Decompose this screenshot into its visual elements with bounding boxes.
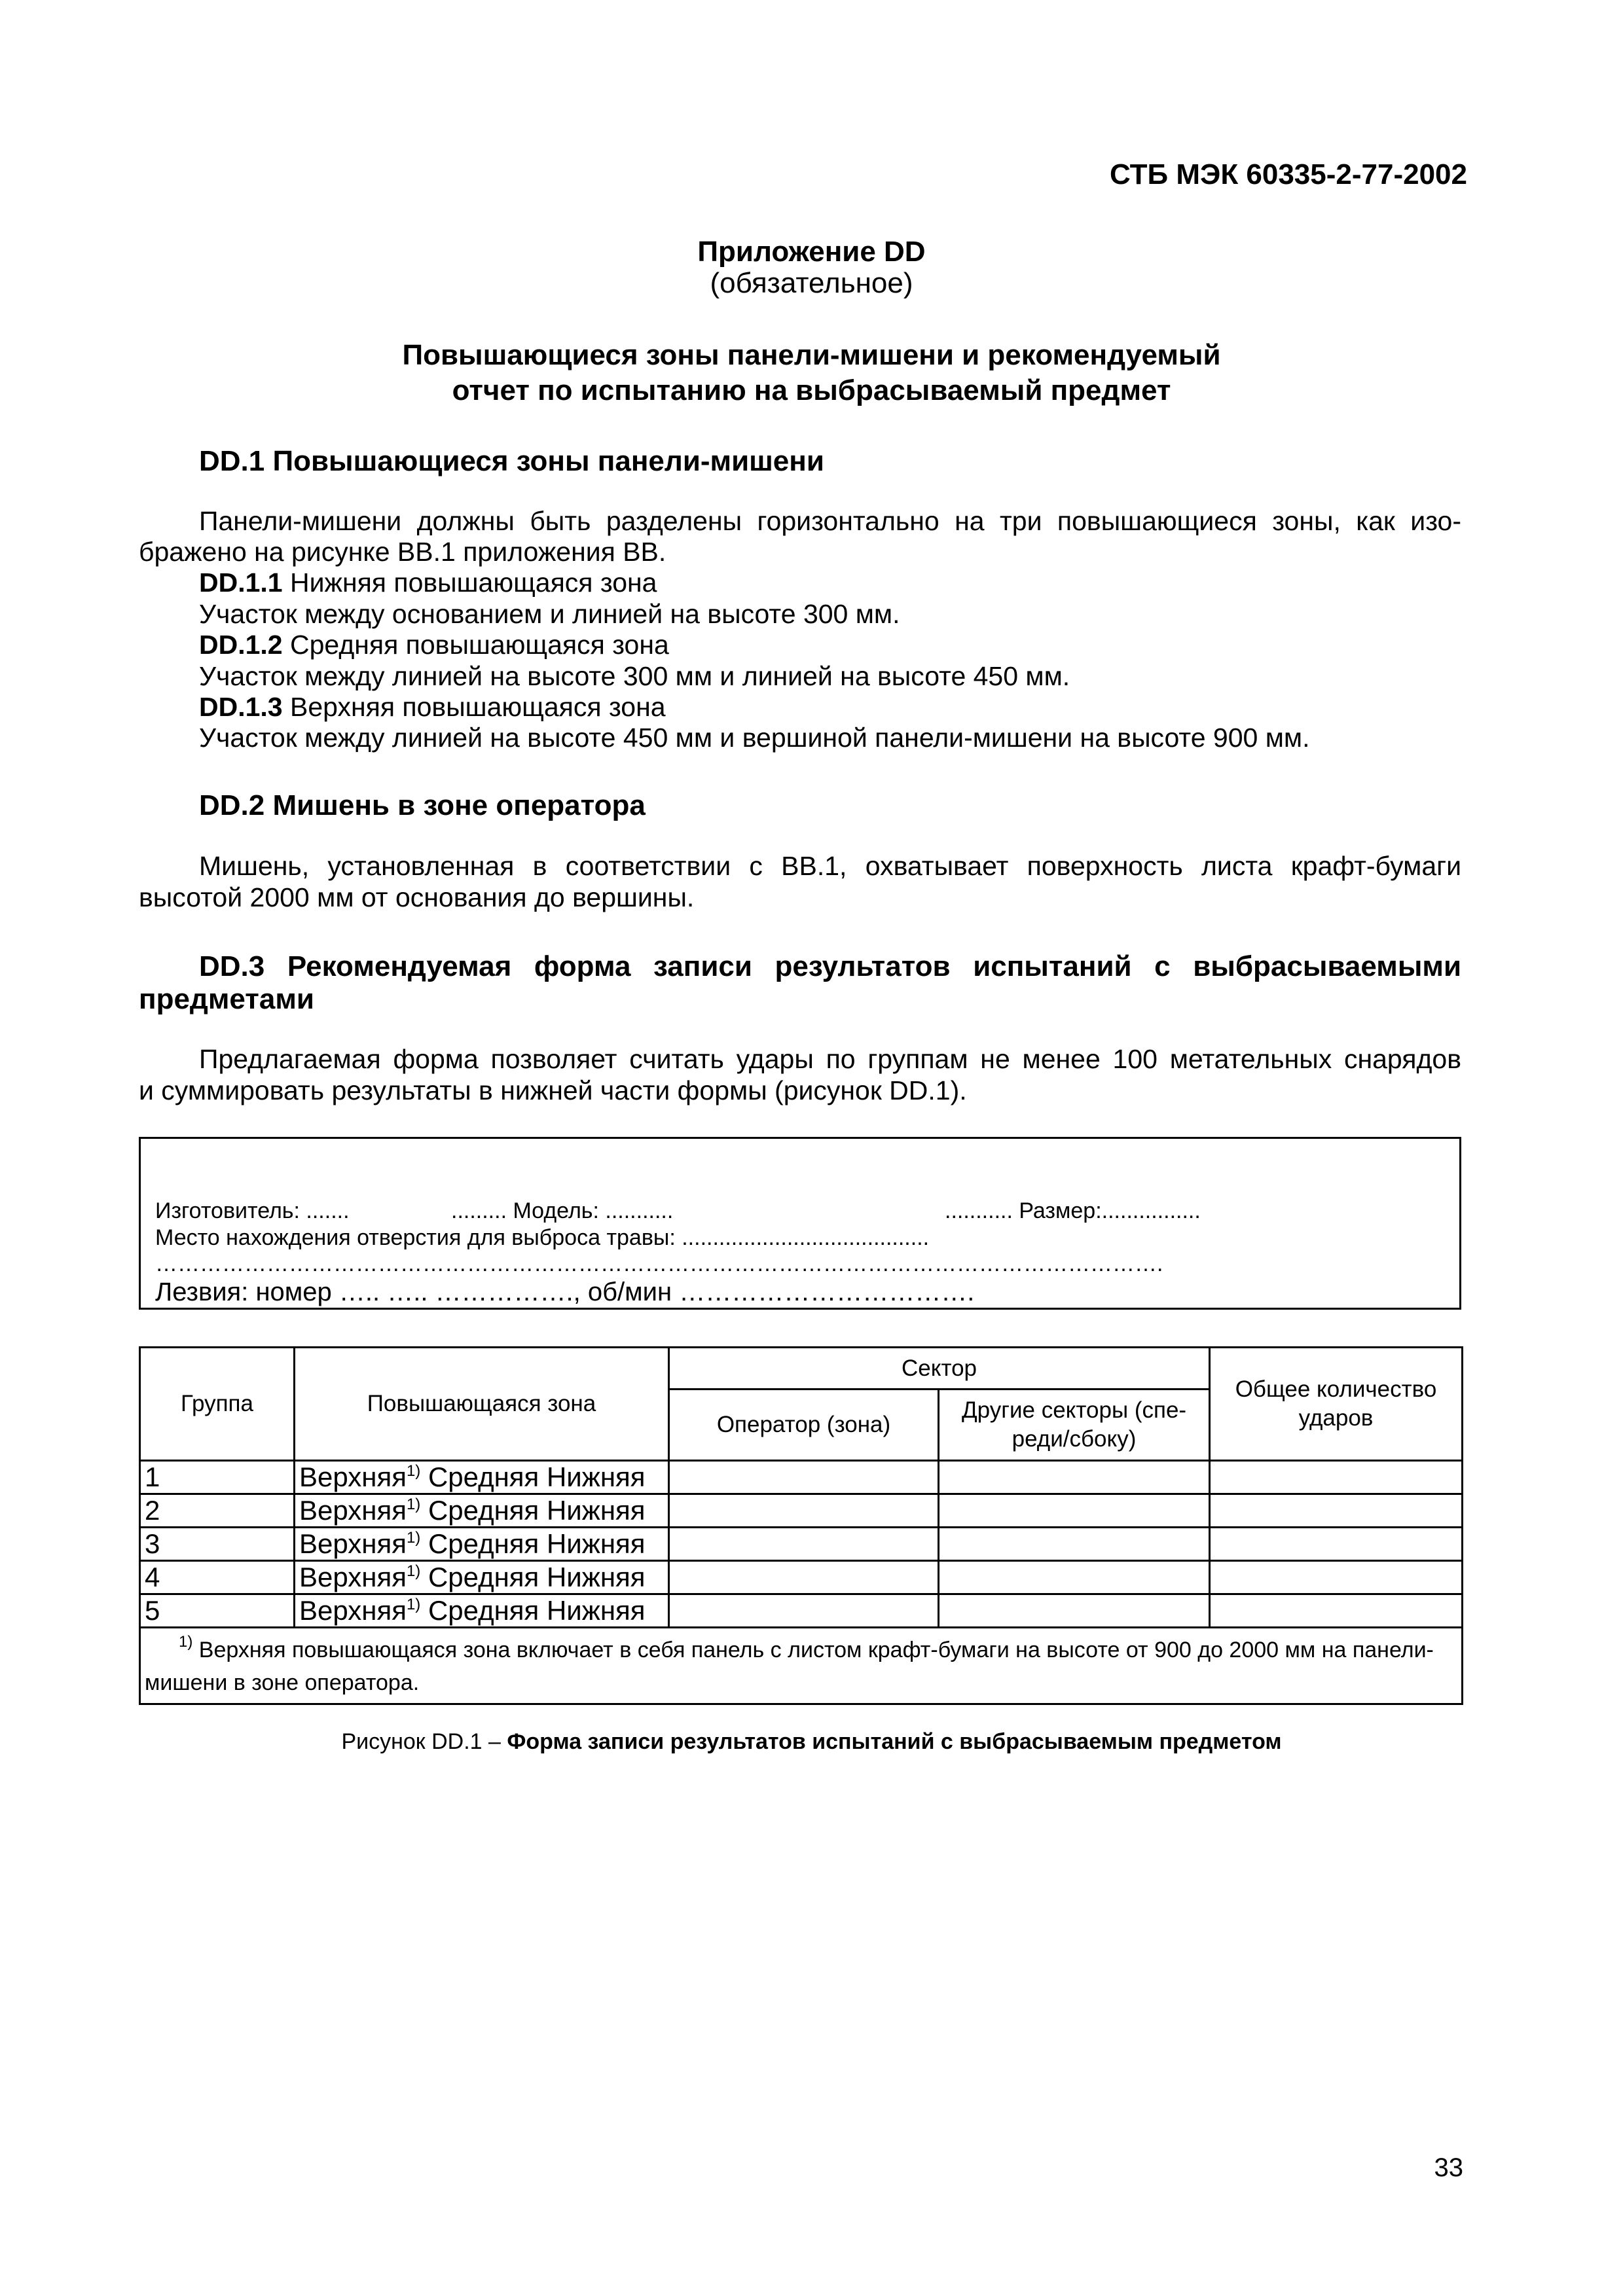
page-number: 33 xyxy=(1434,2153,1463,2182)
table-footnote xyxy=(140,1628,1463,1704)
size-field[interactable]: ........... Размер:................ xyxy=(945,1198,1201,1223)
section-dd1-heading: DD.1 Повышающиеся зоны панели-мишени xyxy=(199,445,824,477)
dd1-2-heading xyxy=(199,629,669,660)
blades-field[interactable]: Лезвия: номер ….. ….. ……………., об/мин ……………………………. xyxy=(155,1278,975,1306)
header-operator-zone: Оператор (зона) xyxy=(669,1390,939,1461)
header-group: Группа xyxy=(140,1348,295,1461)
total-cell[interactable] xyxy=(1210,1528,1463,1561)
dd1-3-number: DD.1.3 xyxy=(199,692,283,722)
dd1-1-text: Участок между основанием и линией на высоте 300 мм. xyxy=(199,599,900,629)
table-row xyxy=(140,1528,1463,1561)
annex-title: Приложение DD xyxy=(697,236,926,268)
dotted-fill-line: ………………………………………………………………………………………………………………………. xyxy=(155,1251,1163,1276)
table-row xyxy=(140,1461,1463,1494)
footnote-ref: 1) xyxy=(406,1496,421,1513)
dd2-paragraph-line2: высотой 2000 мм от основания до вершины. xyxy=(139,882,695,912)
zone-cell xyxy=(295,1594,669,1628)
other-sectors-cell[interactable] xyxy=(939,1528,1210,1561)
annex-heading-line1: Повышающиеся зоны панели-мишени и рекомендуемый xyxy=(402,339,1221,371)
caption-title: Форма записи результатов испытаний с выбрасываемым предметом xyxy=(507,1729,1282,1754)
zone-cell xyxy=(295,1461,669,1494)
group-cell: 1 xyxy=(140,1461,295,1494)
zone-rest: Средняя Нижняя xyxy=(420,1495,646,1526)
zone-rest: Средняя Нижняя xyxy=(420,1528,646,1559)
zone-rest: Средняя Нижняя xyxy=(420,1462,646,1492)
other-sectors-cell[interactable] xyxy=(939,1594,1210,1628)
dd1-3-heading xyxy=(199,691,666,723)
dd1-paragraph-line2: бражено на рисунке ВВ.1 приложения ВВ. xyxy=(139,537,666,567)
dd1-2-title: Средняя повышающаяся зона xyxy=(282,630,669,660)
dd2-paragraph-line1: Мишень, установленная в соответствии с ВВ.1, охватывает поверхность листа крафт-бумаги xyxy=(199,851,1461,881)
dd1-1-title: Нижняя повышающаяся зона xyxy=(282,567,657,598)
other-sectors-cell[interactable] xyxy=(939,1561,1210,1594)
standard-number: СТБ МЭК 60335-2-77-2002 xyxy=(1109,158,1467,190)
dd1-3-text: Участок между линией на высоте 450 мм и вершиной панели-мишени на высоте 900 мм. xyxy=(199,723,1310,753)
dd1-3-title: Верхняя повышающаяся зона xyxy=(282,692,666,722)
annex-status: (обязательное) xyxy=(710,267,913,299)
zone-cell xyxy=(295,1494,669,1528)
dd1-2-text: Участок между линией на высоте 300 мм и линией на высоте 450 мм. xyxy=(199,661,1070,691)
footnote-ref: 1) xyxy=(406,1596,421,1613)
zone-upper: Верхняя xyxy=(299,1595,407,1626)
table-row xyxy=(140,1494,1463,1528)
footnote-ref: 1) xyxy=(406,1529,421,1547)
section-dd3-heading-line2: предметами xyxy=(139,983,314,1015)
section-dd2-heading: DD.2 Мишень в зоне оператора xyxy=(199,789,646,821)
model-field[interactable]: ......... Модель: ........... xyxy=(451,1198,674,1223)
group-cell: 2 xyxy=(140,1494,295,1528)
zone-upper: Верхняя xyxy=(299,1462,407,1492)
footnote-ref: 1) xyxy=(406,1562,421,1580)
other-sectors-cell[interactable] xyxy=(939,1461,1210,1494)
total-cell[interactable] xyxy=(1210,1561,1463,1594)
other-sectors-cell[interactable] xyxy=(939,1494,1210,1528)
results-form-table xyxy=(139,1346,1463,1705)
group-cell: 5 xyxy=(140,1594,295,1628)
grass-outlet-location-field[interactable]: Место нахождения отверстия для выброса травы: ........................................ xyxy=(155,1225,930,1250)
footnote-text: Верхняя повышающаяся зона включает в себя панель с листом крафт-бумаги на высоте от 900 до 2000 мм на панели-мишени в зоне оператора. xyxy=(145,1638,1434,1695)
total-cell[interactable] xyxy=(1210,1494,1463,1528)
zone-cell xyxy=(295,1561,669,1594)
dd1-1-heading xyxy=(199,567,657,598)
dd1-1-number: DD.1.1 xyxy=(199,567,283,598)
dd3-paragraph-line1: Предлагаемая форма позволяет считать удары по группам не менее 100 метательных снарядов xyxy=(199,1044,1461,1074)
total-cell[interactable] xyxy=(1210,1594,1463,1628)
manufacturer-field[interactable]: Изготовитель: ....... xyxy=(155,1198,350,1223)
total-cell[interactable] xyxy=(1210,1461,1463,1494)
operator-cell[interactable] xyxy=(669,1528,939,1561)
section-dd3-heading-line1: DD.3 Рекомендуемая форма записи результатов испытаний с выбрасываемыми xyxy=(199,950,1461,982)
zone-rest: Средняя Нижняя xyxy=(420,1562,646,1592)
operator-cell[interactable] xyxy=(669,1461,939,1494)
zone-upper: Верхняя xyxy=(299,1528,407,1559)
header-rising-zone: Повышающаяся зона xyxy=(295,1348,669,1461)
operator-cell[interactable] xyxy=(669,1561,939,1594)
header-sector: Сектор xyxy=(669,1348,1210,1390)
form-header-box xyxy=(139,1137,1461,1310)
operator-cell[interactable] xyxy=(669,1494,939,1528)
zone-cell xyxy=(295,1528,669,1561)
caption-prefix: Рисунок DD.1 – xyxy=(341,1729,507,1754)
zone-upper: Верхняя xyxy=(299,1562,407,1592)
group-cell: 4 xyxy=(140,1561,295,1594)
footnote-ref: 1) xyxy=(406,1462,421,1480)
header-other-sectors: Другие секторы (спе-реди/сбоку) xyxy=(939,1390,1210,1461)
table-row xyxy=(140,1594,1463,1628)
table-row xyxy=(140,1561,1463,1594)
operator-cell[interactable] xyxy=(669,1594,939,1628)
figure-caption xyxy=(0,1729,1623,1755)
zone-rest: Средняя Нижняя xyxy=(420,1595,646,1626)
annex-heading-line2: отчет по испытанию на выбрасываемый предмет xyxy=(452,374,1171,406)
dd3-paragraph-line2: и суммировать результаты в нижней части формы (рисунок DD.1). xyxy=(139,1075,967,1105)
footnote-mark: 1) xyxy=(179,1633,193,1651)
header-total-hits: Общее количество ударов xyxy=(1210,1348,1463,1461)
dd1-2-number: DD.1.2 xyxy=(199,630,283,660)
dd1-paragraph-line1: Панели-мишени должны быть разделены горизонтально на три повышающиеся зоны, как изо- xyxy=(199,506,1461,536)
zone-upper: Верхняя xyxy=(299,1495,407,1526)
group-cell: 3 xyxy=(140,1528,295,1561)
